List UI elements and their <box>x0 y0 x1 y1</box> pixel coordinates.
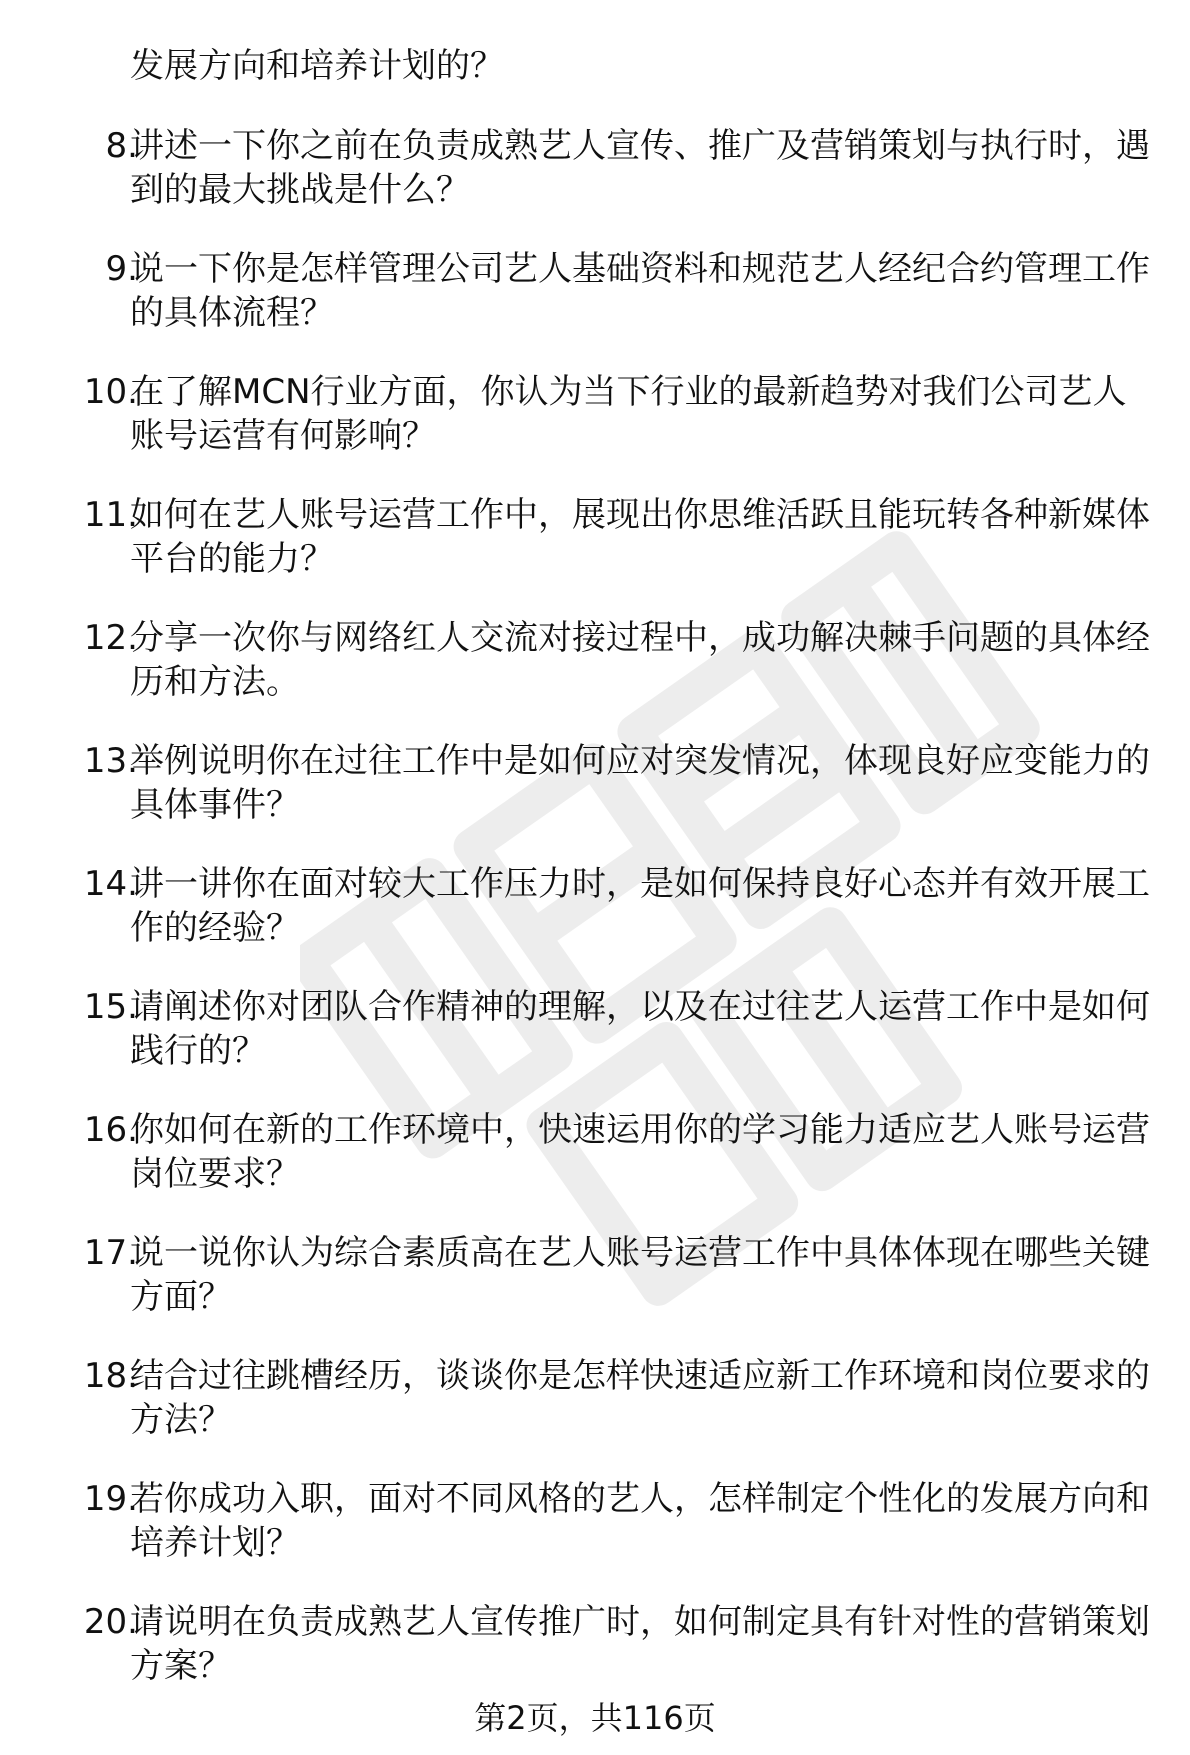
question-text: 请说明在负责成熟艺人宣传推广时，如何制定具有针对性的营销策划方案？ <box>130 1602 1150 1686</box>
list-item <box>0 985 1190 1108</box>
question-number: 18. <box>83 1356 138 1396</box>
question-text: 分享一次你与网络红人交流对接过程中，成功解决棘手问题的具体经历和方法。 <box>130 618 1150 702</box>
question-text: 在了解MCN行业方面，你认为当下行业的最新趋势对我们公司艺人账号运营有何影响？ <box>130 372 1127 456</box>
question-number: 16. <box>83 1110 138 1150</box>
question-text: 请阐述你对团队合作精神的理解，以及在过往艺人运营工作中是如何践行的？ <box>130 987 1150 1071</box>
list-item <box>0 370 1190 493</box>
continued-question-text: 发展方向和培养计划的？ <box>130 46 504 86</box>
question-text: 讲述一下你之前在负责成熟艺人宣传、推广及营销策划与执行时，遇到的最大挑战是什么？ <box>130 126 1150 210</box>
question-number: 15. <box>83 987 138 1027</box>
question-text: 讲一讲你在面对较大工作压力时，是如何保持良好心态并有效开展工作的经验？ <box>130 864 1150 948</box>
list-item <box>0 616 1190 739</box>
list-item <box>0 1108 1190 1231</box>
question-text: 说一下你是怎样管理公司艺人基础资料和规范艺人经纪合约管理工作的具体流程？ <box>130 249 1150 333</box>
question-number: 13. <box>83 741 138 781</box>
list-item <box>0 124 1190 247</box>
question-number: 20. <box>83 1602 138 1642</box>
list-item <box>0 493 1190 616</box>
list-item <box>0 862 1190 985</box>
list-item <box>0 1231 1190 1354</box>
question-number: 14. <box>83 864 138 904</box>
question-text: 你如何在新的工作环境中，快速运用你的学习能力适应艺人账号运营岗位要求？ <box>130 1110 1150 1194</box>
question-text: 若你成功入职，面对不同风格的艺人，怎样制定个性化的发展方向和培养计划？ <box>130 1479 1150 1563</box>
question-text: 结合过往跳槽经历，谈谈你是怎样快速适应新工作环境和岗位要求的方法？ <box>130 1356 1150 1440</box>
list-item <box>0 1477 1190 1600</box>
list-item <box>0 1354 1190 1477</box>
page-footer: 第2页，共116页 <box>474 1699 716 1737</box>
question-number: 11. <box>83 495 138 535</box>
question-text: 如何在艺人账号运营工作中，展现出你思维活跃且能玩转各种新媒体平台的能力？ <box>130 495 1150 579</box>
question-number: 12. <box>83 618 138 658</box>
question-text: 说一说你认为综合素质高在艺人账号运营工作中具体体现在哪些关键方面？ <box>130 1233 1150 1317</box>
question-number: 17. <box>83 1233 138 1273</box>
question-list <box>0 124 1190 1723</box>
question-number: 9. <box>105 249 138 289</box>
question-text: 举例说明你在过往工作中是如何应对突发情况，体现良好应变能力的具体事件？ <box>130 741 1150 825</box>
list-item <box>0 739 1190 862</box>
list-item <box>0 247 1190 370</box>
question-number: 10. <box>83 372 138 412</box>
question-number: 8. <box>105 126 138 166</box>
question-number: 19. <box>83 1479 138 1519</box>
